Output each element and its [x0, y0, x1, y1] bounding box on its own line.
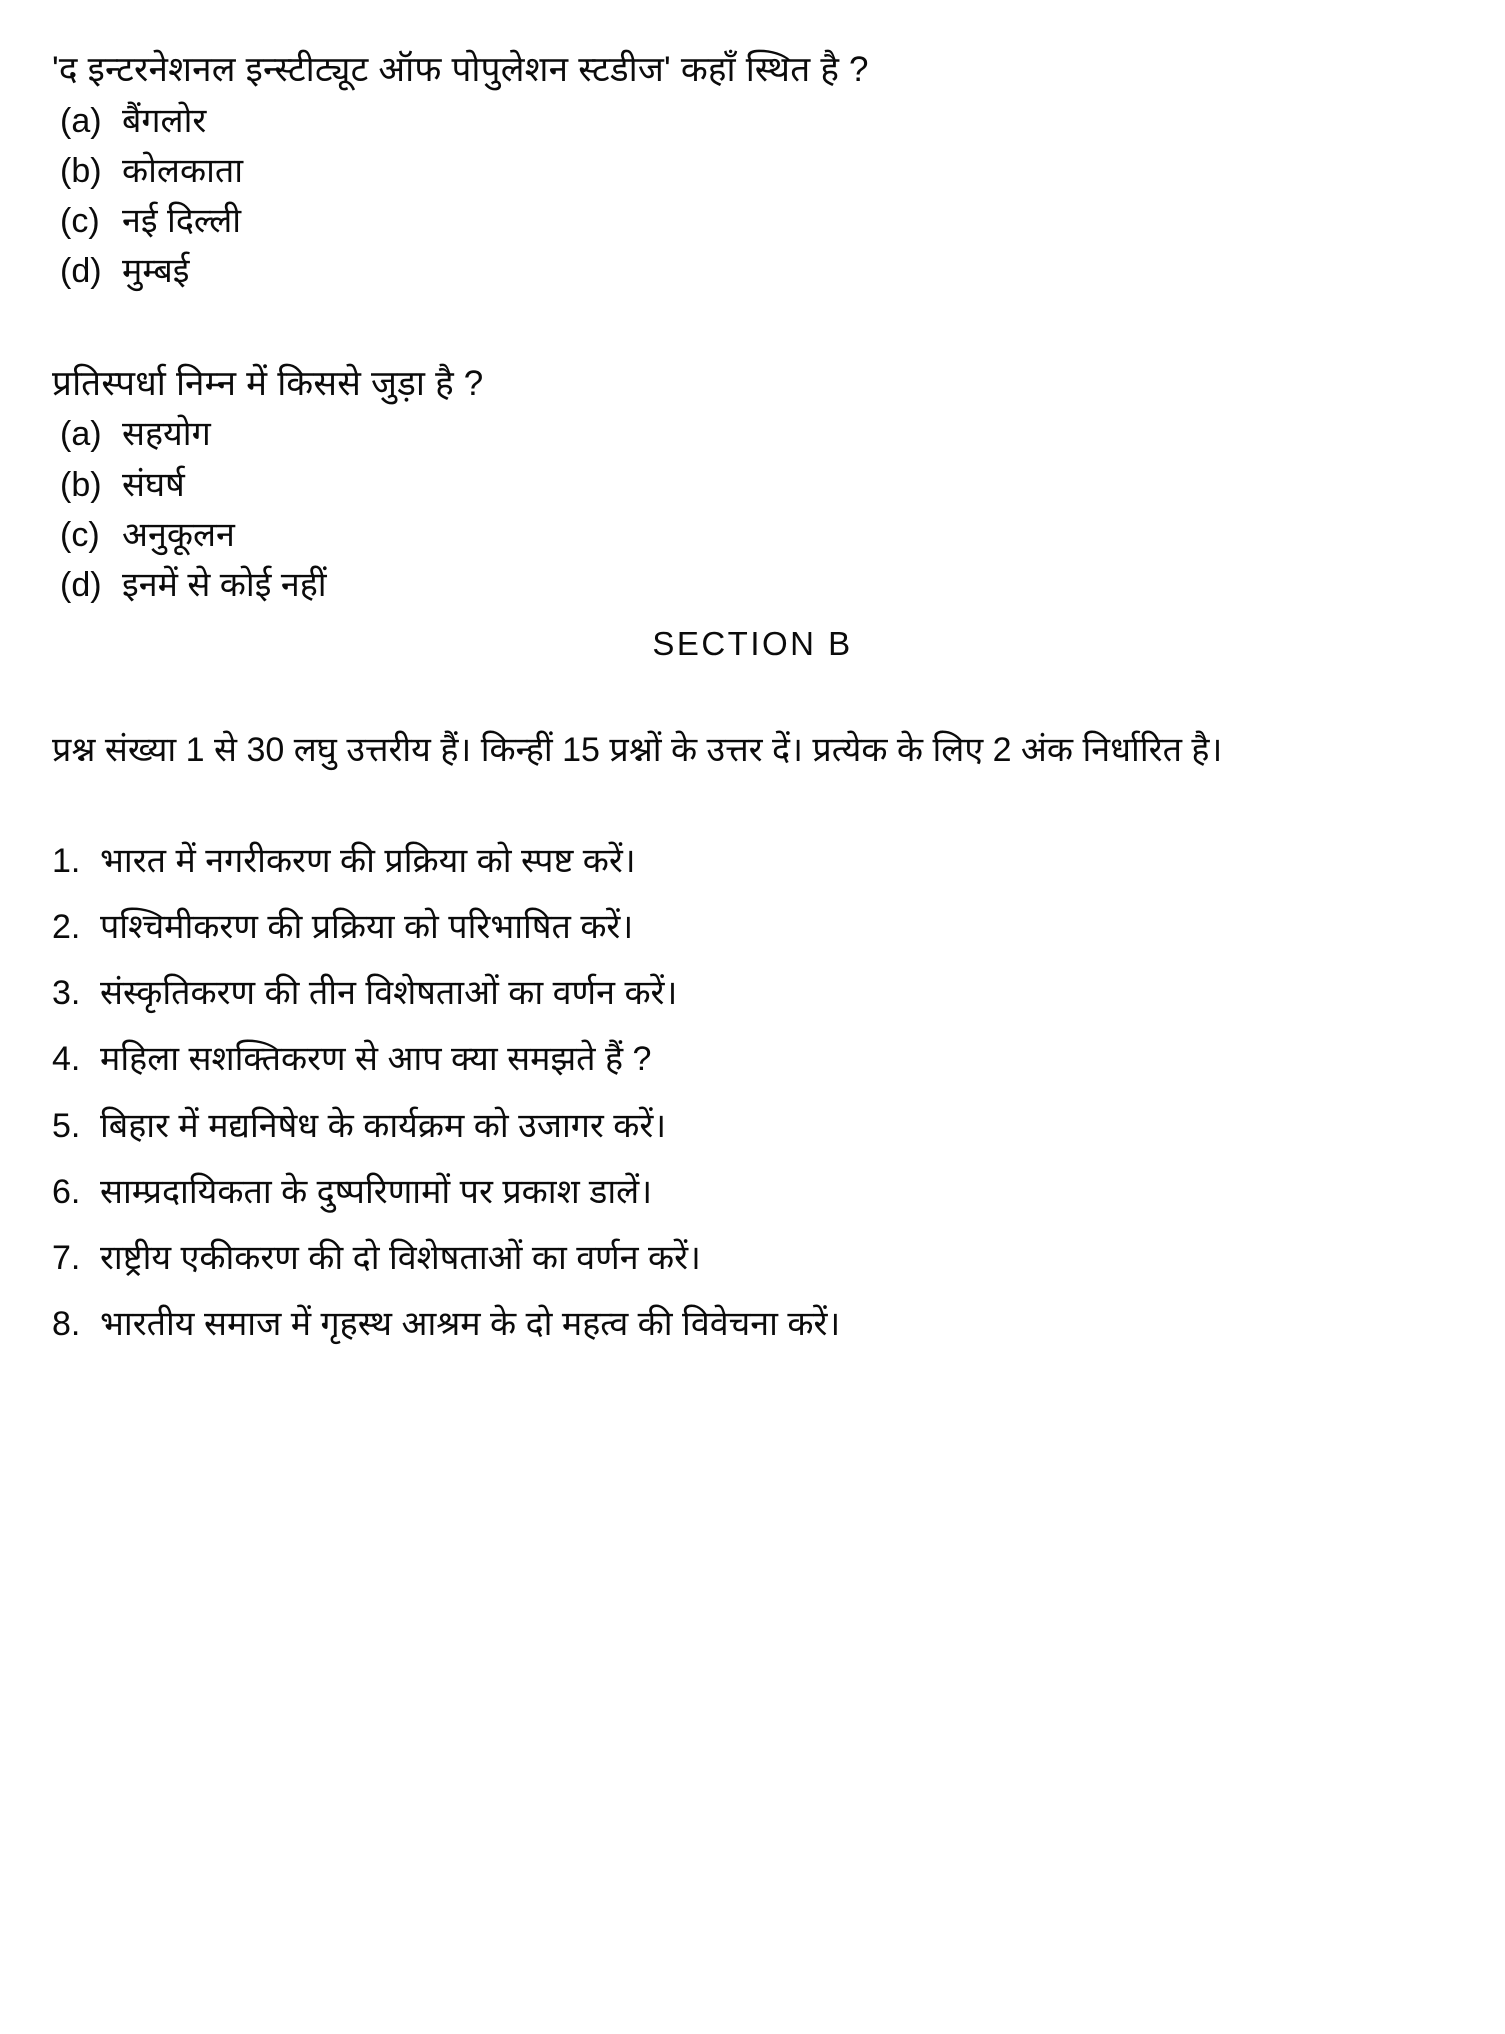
- question-number: 5.: [52, 1106, 81, 1145]
- question-text: भारतीय समाज में गृहस्थ आश्रम के दो महत्व की विवेचना करें।: [100, 1305, 841, 1344]
- question-number: 8.: [52, 1305, 81, 1344]
- spacer: [52, 663, 1453, 725]
- page-content: [52, 48, 1453, 2034]
- option-label: मुम्बई: [122, 252, 190, 291]
- option-99-c[interactable]: [52, 199, 1453, 243]
- option-key: (d): [60, 565, 102, 604]
- option-100-d[interactable]: [52, 563, 1453, 607]
- list-item: [52, 839, 1453, 883]
- option-99-d[interactable]: [52, 249, 1453, 293]
- question-text-99: 'द इन्टरनेशनल इन्स्टीट्यूट ऑफ पोपुलेशन स्टडीज' कहाँ स्थित है ?: [52, 50, 869, 89]
- option-label: बैंगलोर: [122, 101, 207, 140]
- question-number: 6.: [52, 1172, 81, 1211]
- option-label: संघर्ष: [122, 465, 185, 504]
- option-99-b[interactable]: [52, 149, 1453, 193]
- spacer: [52, 777, 1453, 839]
- option-key: (c): [60, 202, 100, 241]
- question-number: 3.: [52, 974, 81, 1013]
- question-text: साम्प्रदायिकता के दुष्परिणामों पर प्रकाश डालें।: [100, 1172, 653, 1211]
- option-key: (d): [60, 252, 102, 291]
- list-item: [52, 905, 1453, 949]
- question-text: संस्कृतिकरण की तीन विशेषताओं का वर्णन करें।: [100, 974, 678, 1013]
- options-list-100: [52, 412, 1453, 607]
- option-label: अनुकूलन: [122, 515, 235, 554]
- list-item: [52, 1037, 1453, 1081]
- option-100-b[interactable]: [52, 463, 1453, 507]
- option-100-a[interactable]: [52, 412, 1453, 456]
- question-text-100: प्रतिस्पर्धा निम्न में किससे जुड़ा है ?: [52, 363, 484, 403]
- list-item: [52, 1236, 1453, 1280]
- question-text: महिला सशक्तिकरण से आप क्या समझते हैं ?: [100, 1040, 652, 1079]
- option-key: (b): [60, 151, 102, 190]
- option-label: सहयोग: [122, 415, 211, 454]
- spacer: [52, 300, 1453, 362]
- option-label: नई दिल्ली: [122, 202, 242, 241]
- section-instructions: प्रश्न संख्या 1 से 30 लघु उत्तरीय हैं। किन्हीं 15 प्रश्नों के उत्तर दें। प्रत्येक के लिए 2 अंक निर्धारित है।: [52, 731, 1223, 770]
- option-key: (c): [60, 515, 100, 554]
- question-text: राष्ट्रीय एकीकरण की दो विशेषताओं का वर्णन करें।: [100, 1238, 701, 1277]
- list-item: [52, 1104, 1453, 1148]
- mcq-block-100: [52, 362, 1453, 608]
- question-number: 7.: [52, 1238, 81, 1277]
- question-number: 2.: [52, 907, 81, 946]
- question-text: पश्चिमीकरण की प्रक्रिया को परिभाषित करें।: [100, 907, 634, 946]
- option-label: इनमें से कोई नहीं: [122, 565, 327, 604]
- option-99-a[interactable]: [52, 99, 1453, 143]
- option-key: (a): [60, 101, 102, 140]
- question-text: बिहार में मद्यनिषेध के कार्यक्रम को उजागर करें।: [100, 1106, 667, 1145]
- option-key: (b): [60, 465, 102, 504]
- options-list-99: [52, 99, 1453, 294]
- option-100-c[interactable]: [52, 513, 1453, 557]
- option-label: कोलकाता: [122, 151, 244, 190]
- short-answer-question-list: [52, 839, 1453, 1347]
- mcq-block-99: [52, 48, 1453, 294]
- option-key: (a): [60, 415, 102, 454]
- question-number: 1.: [52, 841, 81, 880]
- question-number: 4.: [52, 1040, 81, 1079]
- question-text: भारत में नगरीकरण की प्रक्रिया को स्पष्ट करें।: [100, 841, 636, 880]
- list-item: [52, 1170, 1453, 1214]
- section-heading: SECTION B: [652, 625, 853, 663]
- list-item: [52, 1302, 1453, 1346]
- list-item: [52, 971, 1453, 1015]
